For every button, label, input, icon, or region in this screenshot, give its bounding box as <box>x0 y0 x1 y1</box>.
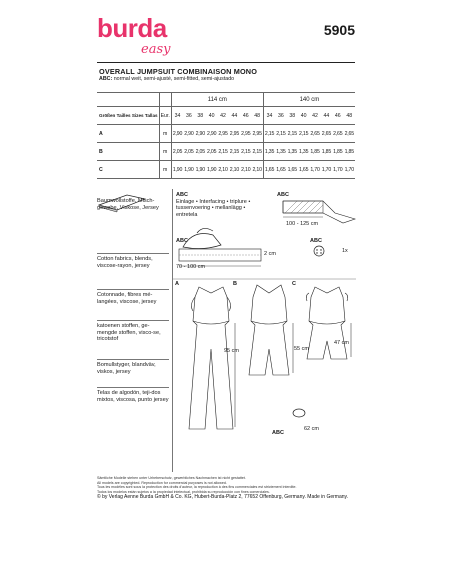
legal-line: Tous les modèles sont sous la protection des droits d'auteur, la reproduction à des fins commerciales est strictement interdite. <box>97 485 297 490</box>
size-header: 44 <box>321 107 332 125</box>
yardage-cell: 2,90 <box>171 125 183 143</box>
yardage-cell: 1,65 <box>287 161 298 179</box>
legal-line: All models are copyrighted. Reproduction for commercial purposes is not allowed. <box>97 480 227 485</box>
pattern-title: OVERALL JUMPSUIT COMBINAISON MONO <box>99 67 258 76</box>
interfacing-text: Einlage • Interfacing • triplure • tussenvoering • mellanlägg • entretela <box>176 199 251 218</box>
sizes-header-label: Größen Tailles Sizes Tallas <box>97 107 159 125</box>
notions-and-views <box>172 189 356 472</box>
fabric-width-114: 114 cm <box>171 93 263 107</box>
yardage-cell: 2,10 <box>217 161 228 179</box>
yardage-cell: 2,05 <box>206 143 217 161</box>
view-label: C <box>97 161 159 179</box>
yardage-cell: 2,10 <box>251 161 263 179</box>
elastic-length: 62 cm <box>304 426 319 432</box>
fabric-requirements-table <box>97 92 355 179</box>
unit-cell: m <box>159 143 171 161</box>
yardage-cell: 1,70 <box>332 161 343 179</box>
yardage-cell: 2,90 <box>183 125 194 143</box>
view-b-length: 55 cm <box>294 346 309 352</box>
yardage-cell: 2,15 <box>287 125 298 143</box>
size-header: 46 <box>332 107 343 125</box>
view-c-length: 47 cm <box>334 340 349 346</box>
yardage-cell: 1,35 <box>287 143 298 161</box>
yardage-cell: 2,95 <box>217 125 228 143</box>
yardage-cell: 1,65 <box>275 161 286 179</box>
fit-text: normal weit, semi-ajusté, semi-fitted, semi-ajustado <box>113 76 235 82</box>
fit-description <box>99 76 234 82</box>
yardage-cell: 1,90 <box>206 161 217 179</box>
yardage-cell: 1,35 <box>298 143 309 161</box>
view-a-length: 95 cm <box>224 348 239 354</box>
yardage-cell: 2,10 <box>229 161 240 179</box>
view-a-label: A <box>175 281 179 287</box>
yardage-cell: 2,90 <box>195 125 206 143</box>
yardage-cell: 2,05 <box>183 143 194 161</box>
yardage-cell: 1,70 <box>343 161 355 179</box>
burda-easy-logo <box>97 11 177 61</box>
yardage-cell: 1,65 <box>264 161 275 179</box>
size-header: 46 <box>240 107 251 125</box>
yardage-cell: 1,70 <box>321 161 332 179</box>
yardage-cell: 1,90 <box>195 161 206 179</box>
yardage-cell: 2,15 <box>298 125 309 143</box>
size-header: 40 <box>298 107 309 125</box>
unit-header: Eur. <box>159 107 171 125</box>
tape-label: ABC <box>176 238 188 244</box>
table-row <box>97 161 355 179</box>
yardage-cell: 2,10 <box>240 161 251 179</box>
unit-cell: m <box>159 125 171 143</box>
size-header: 42 <box>217 107 228 125</box>
iron-icon <box>183 228 221 248</box>
yardage-cell: 2,15 <box>251 143 263 161</box>
size-header: 38 <box>287 107 298 125</box>
size-header: 44 <box>229 107 240 125</box>
size-header: 48 <box>343 107 355 125</box>
size-header: 36 <box>183 107 194 125</box>
yardage-cell: 2,15 <box>240 143 251 161</box>
yardage-cell: 1,85 <box>309 143 320 161</box>
button-count: 1x <box>342 248 348 254</box>
yardage-cell: 1,70 <box>309 161 320 179</box>
yardage-cell: 2,65 <box>332 125 343 143</box>
yardage-cell: 2,95 <box>251 125 263 143</box>
size-header: 38 <box>195 107 206 125</box>
fit-label: ABC: <box>99 76 113 82</box>
yardage-cell: 1,85 <box>321 143 332 161</box>
copyright: © by Verlag Aenne Burda GmbH & Co. KG, Hubert-Burda-Platz 2, 77652 Offenburg, Germany. Made in Germany. <box>97 494 349 501</box>
size-header: 40 <box>206 107 217 125</box>
legal-line: Todos los modelos están sujetos a la propiedad intelectual, prohibida su reproducción con fines comerciales. <box>97 489 270 494</box>
pattern-number: 5905 <box>323 22 355 38</box>
legal-footer <box>97 476 355 500</box>
fabric-de: Baumwollstoffe, Misch-gewebe, Viskose, Jersey <box>97 198 159 211</box>
view-c-label: C <box>292 281 296 287</box>
header-divider <box>97 62 355 63</box>
yardage-cell: 1,35 <box>264 143 275 161</box>
yardage-cell: 1,65 <box>298 161 309 179</box>
fabric-suggestion: Cotonnade, fibres mé-langées, viscose, jersey <box>97 289 169 305</box>
tape-range: 70 - 100 cm <box>176 264 206 270</box>
fabric-suggestion: Bomullstyger, blandväv, viskos, jersey <box>97 359 169 375</box>
fabric-suggestion: Cotton fabrics, blends, viscose-rayon, jersey <box>97 253 169 269</box>
yardage-cell: 1,90 <box>171 161 183 179</box>
yardage-cell: 1,85 <box>332 143 343 161</box>
view-a-jumpsuit <box>189 287 233 429</box>
view-b-jumpsuit <box>249 285 289 375</box>
view-c-jumpsuit <box>306 287 347 359</box>
bias-label: ABC <box>277 192 289 198</box>
view-label: A <box>97 125 159 143</box>
yardage-cell: 2,15 <box>264 125 275 143</box>
yardage-cell: 2,95 <box>240 125 251 143</box>
yardage-cell: 2,05 <box>171 143 183 161</box>
size-header: 42 <box>309 107 320 125</box>
size-header: 48 <box>251 107 263 125</box>
yardage-cell: 2,05 <box>195 143 206 161</box>
view-b-label: B <box>233 281 237 287</box>
yardage-cell: 1,90 <box>183 161 194 179</box>
button-icon <box>314 246 324 256</box>
elastic-icon <box>293 409 305 417</box>
brand-tag: easy <box>141 42 171 57</box>
yardage-cell: 2,90 <box>206 125 217 143</box>
table-row <box>97 143 355 161</box>
bias-tape-icon <box>283 201 355 223</box>
yardage-cell: 2,65 <box>343 125 355 143</box>
table-row <box>97 125 355 143</box>
yardage-cell: 2,65 <box>321 125 332 143</box>
fabric-suggestion: katoenen stoffen, ge-mengde stoffen, visco-se, tricotstof <box>97 320 169 343</box>
yardage-cell: 1,35 <box>275 143 286 161</box>
size-header: 36 <box>275 107 286 125</box>
yardage-cell: 2,65 <box>309 125 320 143</box>
interfacing-label: ABC <box>176 192 188 198</box>
view-label: B <box>97 143 159 161</box>
yardage-cell: 1,85 <box>343 143 355 161</box>
yardage-cell: 2,95 <box>229 125 240 143</box>
elastic-label: ABC <box>272 430 284 436</box>
fabric-suggestion: Telas de algodón, teji-dos mixtos, viscosa, punto jersey <box>97 387 169 403</box>
legal-line: Sämtliche Modelle stehen unter Urheberschutz, gewerbliches Nachmachen ist nicht gestattet. <box>97 476 246 480</box>
button-label: ABC <box>310 238 322 244</box>
size-header: 34 <box>171 107 183 125</box>
tape-width: 2 cm <box>264 251 276 257</box>
unit-cell: m <box>159 161 171 179</box>
notions-views-drawing <box>173 189 356 472</box>
yardage-cell: 2,15 <box>275 125 286 143</box>
yardage-cell: 2,15 <box>217 143 228 161</box>
brand-name: burda <box>97 13 167 43</box>
fabric-width-140: 140 cm <box>264 93 355 107</box>
size-header: 34 <box>264 107 275 125</box>
bias-range: 100 - 125 cm <box>286 221 319 227</box>
yardage-cell: 2,15 <box>229 143 240 161</box>
